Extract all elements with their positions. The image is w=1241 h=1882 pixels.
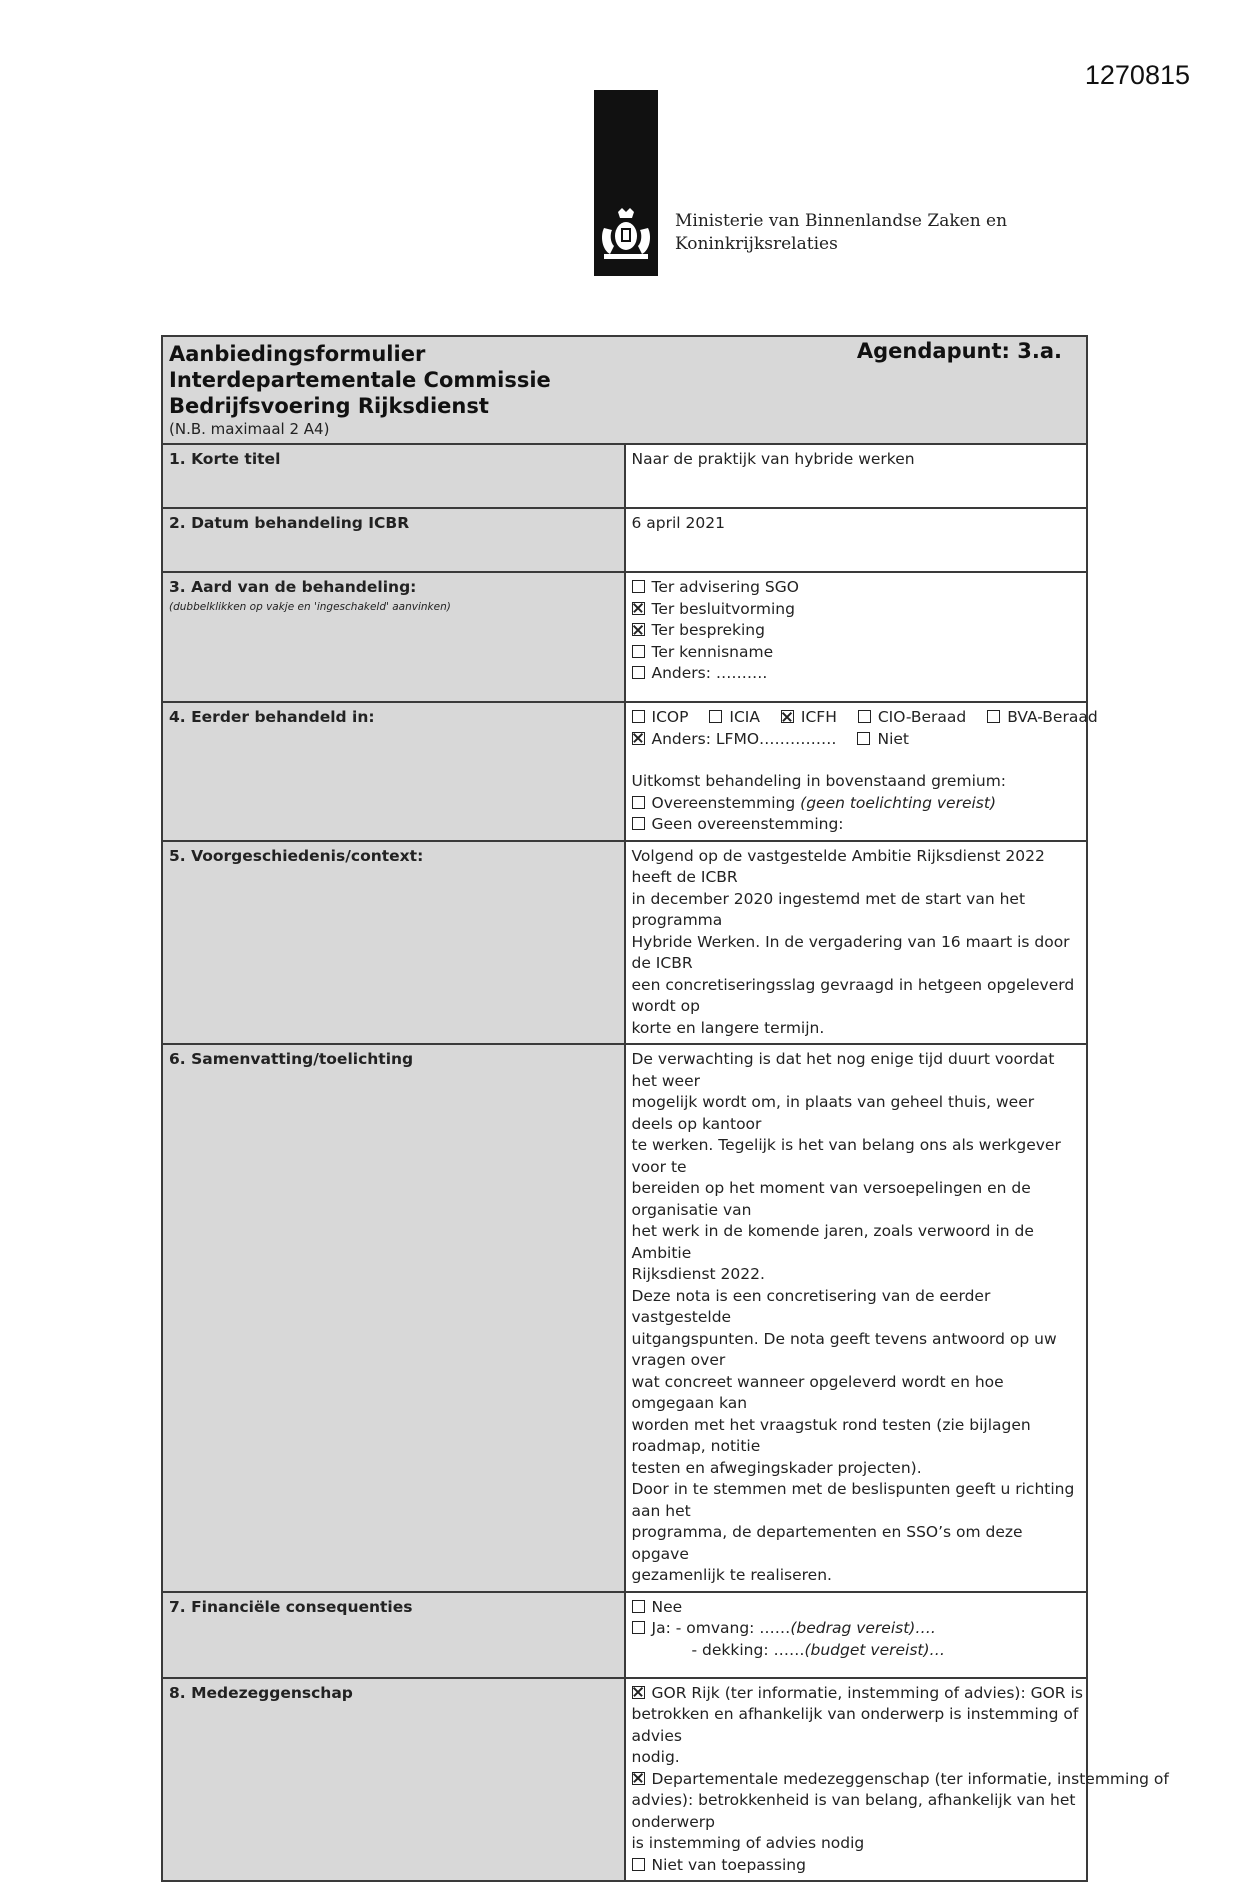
checked-checkbox-icon[interactable] — [632, 602, 645, 615]
value-aard — [625, 572, 1088, 702]
text-line: Rijksdienst 2022. — [631, 1265, 765, 1283]
form-note: (N.B. maximaal 2 A4) — [169, 420, 330, 438]
form-header — [162, 336, 1087, 444]
checkbox-icon[interactable] — [632, 817, 645, 830]
text-line: uitgangspunten. De nota geeft tevens antwoord op uw vragen over — [631, 1329, 1057, 1369]
text-line: is instemming of advies nodig — [631, 1834, 865, 1852]
form-table — [161, 335, 1169, 1882]
label-aard-text: 3. Aard van de behandeling: — [169, 578, 417, 596]
option-nee: Nee — [651, 1597, 683, 1616]
option-niet: Niet — [877, 729, 909, 748]
text-line: nodig. — [631, 1748, 680, 1766]
form-title-1: Aanbiedingsformulier — [169, 342, 426, 366]
form-title-3: Bedrijfsvoering Rijksdienst — [169, 394, 489, 418]
text-line: programma, de departementen en SSO’s om deze opgave — [631, 1523, 1023, 1563]
checkbox-icon[interactable] — [857, 732, 870, 745]
text-line: Niet van toepassing — [651, 1855, 806, 1874]
checked-checkbox-icon[interactable] — [632, 623, 645, 636]
value-eerder — [625, 702, 1098, 841]
label-medezeggenschap: 8. Medezeggenschap — [162, 1678, 625, 1882]
value-medezeggenschap — [625, 1678, 1169, 1882]
label-voorgeschiedenis: 5. Voorgeschiedenis/context: — [162, 841, 625, 1045]
option-advisering-label: Ter advisering SGO — [651, 578, 799, 596]
text-line: te werken. Tegelijk is het van belang ons als werkgever voor te — [631, 1136, 1061, 1176]
value-samenvatting — [625, 1044, 1088, 1592]
text-line: gezamenlijk te realiseren. — [631, 1566, 832, 1584]
document-number: 1270815 — [1084, 60, 1190, 90]
checkbox-icon[interactable] — [709, 710, 722, 723]
agenda-item: Agendapunt: 3.a. — [856, 339, 1062, 363]
checkbox-icon[interactable] — [987, 710, 1000, 723]
value-financieel — [625, 1592, 1088, 1678]
checkbox-icon[interactable] — [632, 666, 645, 679]
text-line: Departementale medezeggenschap (ter informatie, instemming of — [651, 1769, 1169, 1788]
checkbox-icon[interactable] — [632, 710, 645, 723]
text-line: wat concreet wanneer opgeleverd wordt en hoe omgegaan kan — [631, 1372, 1004, 1412]
dekking-note: (budget vereist)… — [804, 1640, 946, 1659]
option-icop: ICOP — [651, 708, 689, 726]
dekking-label: - dekking: …… — [691, 1640, 805, 1659]
label-aard-sub: (dubbelklikken op vakje en 'ingeschakeld' aanvinken) — [169, 600, 451, 613]
text-line: advies): betrokkenheid is van belang, afhankelijk van het onderwerp — [631, 1791, 1076, 1831]
label-korte-titel: 1. Korte titel — [162, 444, 625, 508]
text-line: bereiden op het moment van versoepelingen en de organisatie van — [631, 1179, 1031, 1219]
option-bespreking[interactable] — [632, 620, 1081, 642]
value-korte-titel: Naar de praktijk van hybride werken — [625, 444, 1088, 508]
text-line: het werk in de komende jaren, zoals verwoord in de Ambitie — [631, 1222, 1034, 1262]
text-line: Deze nota is een concretisering van de eerder vastgestelde — [631, 1286, 991, 1326]
label-financieel: 7. Financiële consequenties — [162, 1592, 625, 1678]
checkbox-icon[interactable] — [632, 796, 645, 809]
label-eerder: 4. Eerder behandeld in: — [162, 702, 625, 841]
option-icia: ICIA — [729, 708, 760, 726]
text-line: mogelijk wordt om, in plaats van geheel thuis, weer deels op kantoor — [631, 1093, 1035, 1133]
option-anders-label: Anders: ………. — [651, 664, 768, 682]
option-advisering[interactable] — [632, 577, 1081, 599]
checkbox-icon[interactable] — [858, 710, 871, 723]
label-samenvatting: 6. Samenvatting/toelichting — [162, 1044, 625, 1592]
crest-icon — [598, 206, 654, 268]
checked-checkbox-icon[interactable] — [632, 1772, 645, 1785]
checkbox-icon[interactable] — [632, 645, 645, 658]
label-datum: 2. Datum behandeling ICBR — [162, 508, 625, 572]
checked-checkbox-icon[interactable] — [632, 1686, 645, 1699]
option-bva: BVA-Beraad — [1007, 708, 1098, 726]
option-overeenstemming: Overeenstemming — [651, 793, 796, 812]
option-bespreking-label: Ter bespreking — [651, 621, 765, 639]
option-kennisname[interactable] — [632, 642, 1081, 664]
text-line: testen en afwegingskader projecten). — [631, 1458, 922, 1477]
ministry-name — [675, 210, 1007, 256]
checkbox-icon[interactable] — [632, 1858, 645, 1871]
text-line: De verwachting is dat het nog enige tijd duurt voordat het weer — [631, 1050, 1055, 1090]
option-geen-overeenstemming: Geen overeenstemming: — [651, 815, 844, 833]
value-voorgeschiedenis — [625, 841, 1088, 1045]
text-line: Door in te stemmen met de beslispunten geeft u richting aan het — [631, 1480, 1075, 1520]
overeenstemming-note: (geen toelichting vereist) — [800, 793, 997, 812]
option-cio: CIO-Beraad — [877, 708, 967, 726]
option-besluitvorming[interactable] — [632, 599, 1081, 621]
text-line: een concretiseringsslag gevraagd in hetgeen opgeleverd wordt op — [631, 975, 1075, 1015]
option-besluitvorming-label: Ter besluitvorming — [651, 599, 795, 618]
uitkomst-label: Uitkomst behandeling in bovenstaand gremium: — [631, 772, 1007, 790]
ja-note: (bedrag vereist)…. — [790, 1619, 936, 1637]
text-line: Volgend op de vastgestelde Ambitie Rijksdienst 2022 heeft de ICBR — [631, 846, 1045, 886]
checked-checkbox-icon[interactable] — [632, 732, 645, 745]
form-title-2: Interdepartementale Commissie — [169, 368, 551, 392]
ministry-line-2: Koninkrijksrelaties — [675, 234, 838, 254]
checkbox-icon[interactable] — [632, 580, 645, 593]
ministry-line-1: Ministerie van Binnenlandse Zaken en — [675, 211, 1008, 231]
label-aard — [162, 572, 625, 702]
text-line: worden met het vraagstuk rond testen (zie bijlagen roadmap, notitie — [631, 1415, 1031, 1455]
checkbox-icon[interactable] — [632, 1621, 645, 1634]
text-line: Hybride Werken. In de vergadering van 16 maart is door de ICBR — [631, 932, 1070, 972]
option-icfh: ICFH — [800, 708, 837, 726]
option-anders[interactable] — [632, 663, 1081, 685]
checked-checkbox-icon[interactable] — [781, 710, 794, 723]
text-line: korte en langere termijn. — [631, 1018, 825, 1037]
option-anders-lfmo: Anders: LFMO…………… — [651, 729, 837, 748]
text-line: betrokken en afhankelijk van onderwerp is instemming of advies — [631, 1705, 1079, 1745]
checkbox-icon[interactable] — [632, 1600, 645, 1613]
option-ja: Ja: - omvang: …… — [651, 1619, 791, 1637]
text-line: in december 2020 ingestemd met de start van het programma — [631, 889, 1026, 929]
text-line: GOR Rijk (ter informatie, instemming of advies): GOR is — [651, 1683, 1083, 1702]
option-kennisname-label: Ter kennisname — [651, 642, 774, 661]
value-datum: 6 april 2021 — [625, 508, 1088, 572]
